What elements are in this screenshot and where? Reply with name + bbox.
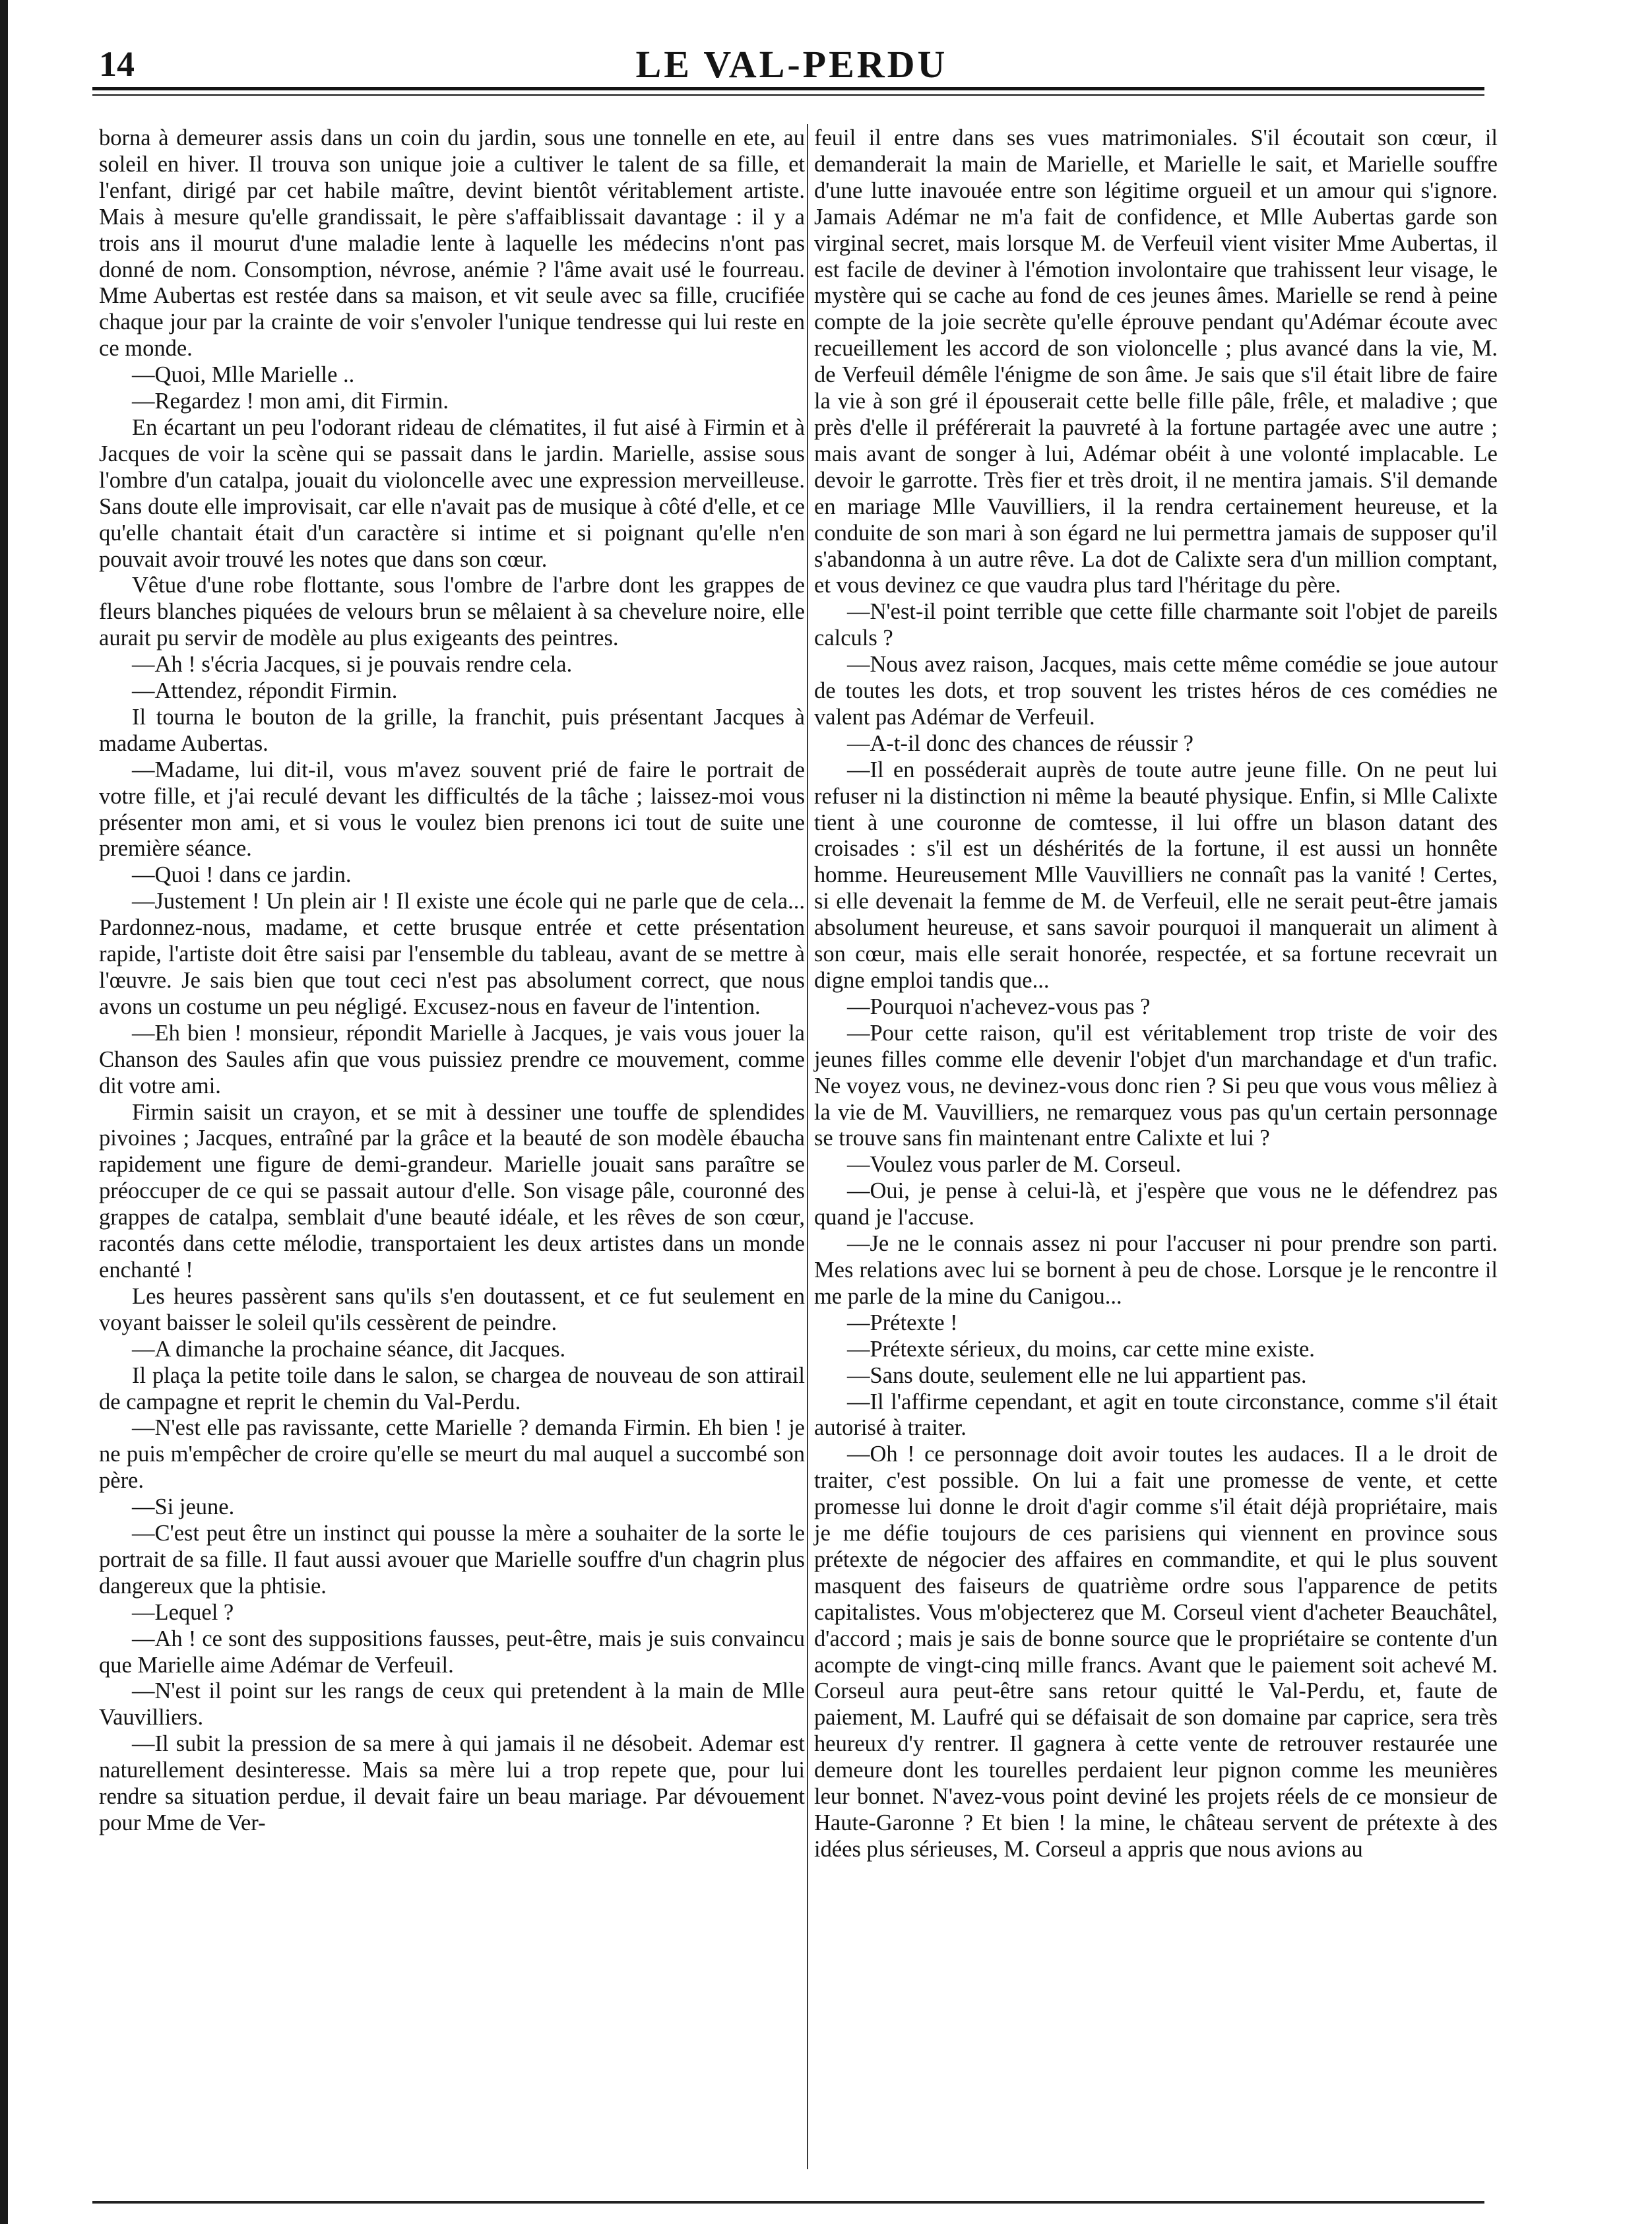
left-column <box>99 125 805 1837</box>
paragraph: —Nous avez raison, Jacques, mais cette même comédie se joue autour de toutes les dots, et trop souvent les tristes héros de ces comédies ne valent pas Adémar de Verfeuil. <box>814 652 1498 730</box>
paragraph: Vêtue d'une robe flottante, sous l'ombre de l'arbre dont les grappes de fleurs blanches piquées de velours brun se mêlaient à sa chevelure noire, elle aurait pu servir de modèle au plus exigeants des peintres. <box>99 573 805 651</box>
paragraph: —Madame, lui dit-il, vous m'avez souvent prié de faire le portrait de votre fille, et j'ai reculé devant les difficultés de la tâche ; laissez-moi vous présenter mon ami, et si vous le voulez bien prenons ici tout de suite une première séance. <box>99 757 805 862</box>
paragraph: —C'est peut être un instinct qui pousse la mère a souhaiter de la sorte le portrait de sa fille. Il faut aussi avouer que Marielle souffre d'un chagrin plus dangereux que la phtisie. <box>99 1521 805 1599</box>
paragraph: —Prétexte ! <box>847 1310 958 1335</box>
paragraph: —Quoi ! dans ce jardin. <box>132 862 352 888</box>
paragraph: —Voulez vous parler de M. Corseul. <box>847 1152 1182 1178</box>
paragraph: —Ah ! s'écria Jacques, si je pouvais rendre cela. <box>132 652 573 678</box>
paragraph: —Il subit la pression de sa mere à qui jamais il ne désobeit. Ademar est naturellement desinteresse. Mais sa mère lui a trop repete que, pour lui rendre sa situation perdue, il devait faire un beau mariage. Par dévouement pour Mme de Ver- <box>99 1731 805 1835</box>
paragraph: —Oh ! ce personnage doit avoir toutes les audaces. Il a le droit de traiter, c'est possible. On lui a fait une promesse de vente, et cette promesse lui donne le droit d'agir comme s'il était déjà propriétaire, mais je me défie toujours de ces parisiens qui viennent en province sous prétexte de négocier des affaires en commandite, et qui le plus souvent masquent des faiseurs de quatrième ordre sous l'apparence de petits capitalistes. Vous m'objecterez que M. Corseul vient d'acheter Beauchâtel, d'accord ; mais je sais de bonne source que le propriétaire se contente d'un acompte de vingt-cinq mille francs. Avant que le paiement soit achevé M. Corseul aura peut-être sans retour quitté le Val-Perdu, et, faute de paiement, M. Laufré qui se défaisait de son domaine par caprice, sera très heureux d'y rentrer. Il gagnera à cette vente de retrouver restaurée une demeure dont les tourelles perdaient leur pignon comme les meunières leur bonnet. N'avez-vous point deviné les projets réels de ce monsieur de Haute-Garonne ? Et bien ! la mine, le château servent de prétexte à des idées plus sérieuses, M. Corseul a appris que nous avions au <box>814 1442 1498 1862</box>
paragraph: —Attendez, répondit Firmin. <box>132 678 398 704</box>
paragraph: —Lequel ? <box>132 1599 234 1625</box>
paragraph: Les heures passèrent sans qu'ils s'en doutassent, et ce fut seulement en voyant baisser le soleil qu'ils cessèrent de peindre. <box>99 1283 805 1335</box>
paragraph: —Eh bien ! monsieur, répondit Marielle à Jacques, je vais vous jouer la Chanson des Saules afin que vous puissiez prendre ce mouvement, comme dit votre ami. <box>99 1020 805 1098</box>
paragraph: —Justement ! Un plein air ! Il existe une école qui ne parle que de cela... Pardonnez-nous, madame, et cette brusque entrée et cette présentation rapide, l'artiste doit être saisi par l'ensemble du tableau, avant de se mettre à l'œuvre. Je sais bien que tout ceci n'est pas absolument correct, que nous avons un costume un peu négligé. Excusez-nous en faveur de l'intention. <box>99 889 805 1019</box>
paragraph: —Oui, je pense à celui-là, et j'espère que vous ne le défendrez pas quand je l'accuse. <box>814 1178 1498 1230</box>
paragraph: —N'est elle pas ravissante, cette Marielle ? demanda Firmin. Eh bien ! je ne puis m'empêcher de croire qu'elle se meurt du mal auquel a succombé son père. <box>99 1415 805 1494</box>
paragraph: —Je ne le connais assez ni pour l'accuser ni pour prendre son parti. Mes relations avec lui se bornent à peu de chose. Lorsque je le rencontre il me parle de la mine du Canigou... <box>814 1231 1498 1309</box>
paragraph: —Sans doute, seulement elle ne lui appartient pas. <box>847 1362 1307 1388</box>
paragraph: En écartant un peu l'odorant rideau de clématites, il fut aisé à Firmin et à Jacques de voir la scène qui se passait dans le jardin. Marielle, assise sous l'ombre d'un catalpa, jouait du violoncelle avec une expression merveilleuse. Sans doute elle improvisait, car elle n'avait pas de musique à côté d'elle, et ce qu'elle chantait était d'un caractère si intime et si poignant qu'elle n'en pouvait avoir trouvé les notes que dans son cœur. <box>99 414 805 572</box>
paragraph: —Pourquoi n'achevez-vous pas ? <box>847 994 1151 1019</box>
paragraph: feuil il entre dans ses vues matrimoniales. S'il écoutait son cœur, il demanderait la main de Marielle, et Marielle le sait, et Marielle souffre d'une lutte inavouée entre son légitime orgueil et un amour qui s'ignore. Jamais Adémar ne m'a fait de confidence, et Mlle Aubertas garde son virginal secret, mais lorsque M. de Verfeuil vient visiter Mme Aubertas, il est facile de deviner à l'émotion involontaire que trahissent leur visage, le mystère qui se cache au fond de ces jeunes âmes. Marielle se rend à peine compte de la joie secrète qu'elle éprouve pendant qu'Adémar écoute avec recueillement les accord de son violoncelle ; plus avancé dans la vie, M. de Verfeuil démêle l'énigme de son âme. Je sais que s'il était libre de faire la vie à son gré il épouserait cette belle fille pâle, frêle, et maladive ; que près d'elle il préférerait la pauvreté à la fortune partagée avec une autre ; mais avant de songer à lui, Adémar obéit à une volonté implacable. Le devoir le garrotte. Très fier et très droit, il ne mentira jamais. S'il demande en mariage Mlle Vauvilliers, il la rendra certainement heureuse, et la conduite de son mari à son égard ne lui permettra jamais de supposer qu'il s'abandonna à un autre rêve. La dot de Calixte sera d'un million comptant, et vous devinez ce que vaudra plus tard l'héritage du père. <box>814 125 1498 598</box>
header-rule-thin <box>92 94 1484 96</box>
header-rule-thick <box>92 87 1484 90</box>
paragraph: —Pour cette raison, qu'il est véritablement trop triste de voir des jeunes filles comme elle devenir l'objet d'un marchandage et d'un trafic. Ne voyez vous, ne devinez-vous donc rien ? Si peu que vous vous mêliez à la vie de M. Vauvilliers, ne remarquez vous pas qu'un certain personnage se trouve sans fin maintenant entre Calixte et lui ? <box>814 1020 1498 1151</box>
paragraph: —A dimanche la prochaine séance, dit Jacques. <box>132 1336 566 1362</box>
paragraph: —Il l'affirme cependant, et agit en toute circonstance, comme s'il était autorisé à traiter. <box>814 1389 1498 1441</box>
paragraph: —Ah ! ce sont des suppositions fausses, peut-être, mais je suis convaincu que Marielle aime Adémar de Verfeuil. <box>99 1626 805 1678</box>
paragraph: Firmin saisit un crayon, et se mit à dessiner une touffe de splendides pivoines ; Jacques, entraîné par la grâce et la beauté de son modèle ébaucha rapidement une figure de demi-grandeur. Marielle jouait sans paraître se préoccuper de ce qui se passait autour d'elle. Son visage pâle, couronné des grappes de catalpa, semblait d'une beauté idéale, et les rêves de son cœur, racontés dans cette mélodie, transportaient les deux artistes dans un monde enchanté ! <box>99 1099 805 1283</box>
paragraph: —Prétexte sérieux, du moins, car cette mine existe. <box>847 1336 1315 1362</box>
paragraph: —Si jeune. <box>132 1494 235 1520</box>
paragraph: Il tourna le bouton de la grille, la franchit, puis présentant Jacques à madame Aubertas. <box>99 704 805 756</box>
page-header <box>99 38 1484 91</box>
paragraph: —N'est-il point terrible que cette fille charmante soit l'objet de pareils calculs ? <box>814 599 1498 651</box>
paragraph: Il plaça la petite toile dans le salon, se chargea de nouveau de son attirail de campagne et reprit le chemin du Val-Perdu. <box>99 1362 805 1414</box>
paragraph: borna à demeurer assis dans un coin du jardin, sous une tonnelle en ete, au soleil en hiver. Il trouva son unique joie a cultiver le talent de sa fille, et l'enfant, dirigé par cet habile maître, devint bientôt véritablement artiste. Mais à mesure qu'elle grandissait, le père s'affaiblissait davantage : il y a trois ans il mourut d'une maladie lente à laquelle les médecins n'ont pas donné de nom. Consomption, névrose, anémie ? l'âme avait usé le fourreau. Mme Aubertas est restée dans sa maison, et vit seule avec sa fille, crucifiée chaque jour par la crainte de voir s'envoler l'unique tendresse qui lui reste en ce monde. <box>99 125 805 362</box>
paragraph: —A-t-il donc des chances de réussir ? <box>847 730 1193 756</box>
paragraph: —Regardez ! mon ami, dit Firmin. <box>132 389 449 414</box>
paragraph: —Il en posséderait auprès de toute autre jeune fille. On ne peut lui refuser ni la distinction ni même la beauté physique. Enfin, si Mlle Calixte tient à une couronne de comtesse, il lui offre un blason datant des croisades : s'il est un déshérités de la fortune, il est aussi un honnête homme. Heureusement Mlle Vauvilliers ne connaît pas la vanité ! Certes, si elle devenait la femme de M. de Verfeuil, elle ne serait peut-être jamais absolument heureuse, et sans savoir pourquoi il manquerait un aliment à son cœur, mais elle serait honorée, respectée, et sa fortune recevrait un digne emploi tandis que... <box>814 757 1498 993</box>
bottom-rule <box>92 2201 1484 2204</box>
journal-title: LE VAL-PERDU <box>635 43 948 86</box>
paragraph: —N'est il point sur les rangs de ceux qui pretendent à la main de Mlle Vauvilliers. <box>99 1678 805 1731</box>
page-edge-shadow <box>0 0 8 2224</box>
paragraph: —Quoi, Mlle Marielle .. <box>132 362 355 388</box>
page-number: 14 <box>99 44 135 84</box>
right-column <box>814 125 1498 1863</box>
column-divider <box>807 124 808 2169</box>
